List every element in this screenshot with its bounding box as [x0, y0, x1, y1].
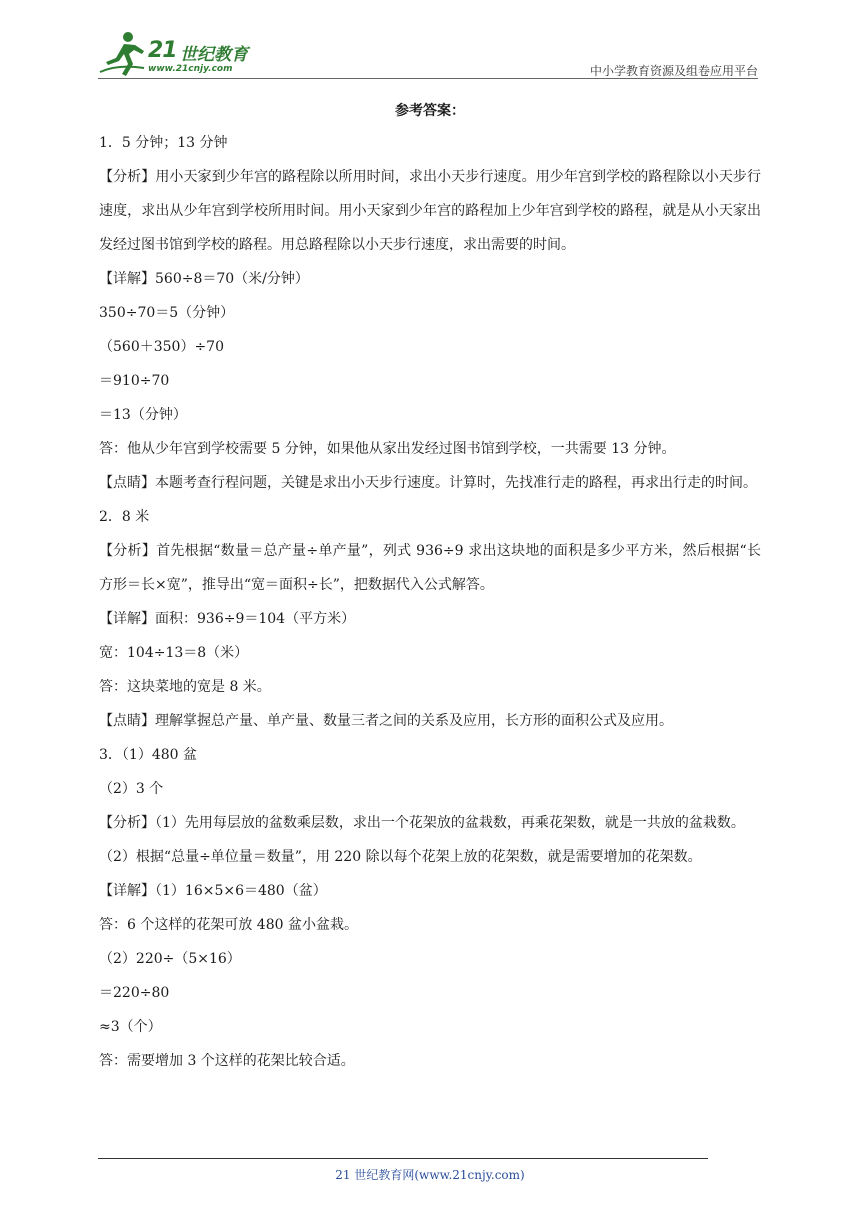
answer-line: 【详解】（1）16×5×6＝480（盆） — [99, 883, 327, 899]
answer-line: （560＋350）÷70 — [99, 339, 224, 355]
answer-line: 3．（1）480 盆 — [99, 747, 197, 763]
analysis-paragraph: 【分析】用小天家到少年宫的路程除以所用时间，求出小天步行速度。用少年宫到学校的路程除以小天步行速度，求出从少年宫到学校所用时间。用小天家到少年宫的路程加上少年宫到学校的路程，就是从小天家出发经过图书馆到学校的路程。用总路程除以小天步行速度，求出需要的时间。 — [99, 169, 761, 253]
answer-line: 1．5 分钟；13 分钟 — [99, 135, 228, 151]
header-divider — [98, 78, 758, 79]
answer-line: ＝13（分钟） — [99, 407, 187, 423]
header-platform-text: 中小学教育资源及组卷应用平台 — [589, 64, 758, 78]
logo-text: 世纪教育 — [180, 45, 248, 65]
answer-content — [99, 96, 761, 1078]
logo-url: www.21cnjy.com — [148, 64, 233, 74]
answer-line: （2）3 个 — [99, 781, 164, 797]
answer-line: （2）220÷（5×16） — [99, 951, 241, 967]
page-title: 参考答案： — [395, 103, 465, 119]
analysis-paragraph: 【分析】首先根据“数量＝总产量÷单产量”，列式 936÷9 求出这块地的面积是多少平方米，然后根据“长方形＝长×宽”，推导出“宽＝面积÷长”，把数据代入公式解答。 — [99, 543, 761, 593]
answer-line: （2）根据“总量÷单位量＝数量”，用 220 除以每个花架上放的花架数，就是需要增加的花架数。 — [99, 849, 702, 865]
answer-line: 答：这块菜地的宽是 8 米。 — [99, 679, 271, 695]
answer-line: 2．8 米 — [99, 509, 150, 525]
page-header — [98, 28, 758, 80]
comment-paragraph: 【点睛】本题考查行程问题，关键是求出小天步行速度。计算时，先找准行走的路程，再求出行走的时间。 — [99, 475, 757, 491]
footer-divider — [98, 1158, 708, 1159]
answer-line: 350÷70＝5（分钟） — [99, 305, 235, 321]
answer-line: ＝220÷80 — [99, 985, 170, 1001]
answer-line: ＝910÷70 — [99, 373, 170, 389]
answer-line: 【点睛】理解掌握总产量、单产量、数量三者之间的关系及应用，长方形的面积公式及应用。 — [99, 713, 673, 729]
answer-line: ≈3（个） — [99, 1019, 162, 1035]
answer-line: 答：他从少年宫到学校需要 5 分钟，如果他从家出发经过图书馆到学校，一共需要 13 分钟。 — [99, 441, 676, 457]
answer-line: 宽：104÷13＝8（米） — [99, 645, 249, 661]
logo-number: 21 — [148, 38, 177, 63]
answer-line: 【详解】560÷8＝70（米/分钟） — [99, 271, 309, 287]
answer-line: 【详解】面积：936÷9＝104（平方米） — [99, 611, 356, 627]
analysis-paragraph: 【分析】（1）先用每层放的盆数乘层数，求出一个花架放的盆栽数，再乘花架数，就是一共放的盆栽数。 — [99, 815, 745, 831]
logo — [98, 28, 278, 80]
page-footer: 21 世纪教育网(www.21cnjy.com) — [335, 1168, 525, 1182]
runner-logo-icon — [98, 28, 150, 80]
answer-line: 答：需要增加 3 个这样的花架比较合适。 — [99, 1053, 355, 1069]
answer-line: 答：6 个这样的花架可放 480 盆小盆栽。 — [99, 917, 358, 933]
